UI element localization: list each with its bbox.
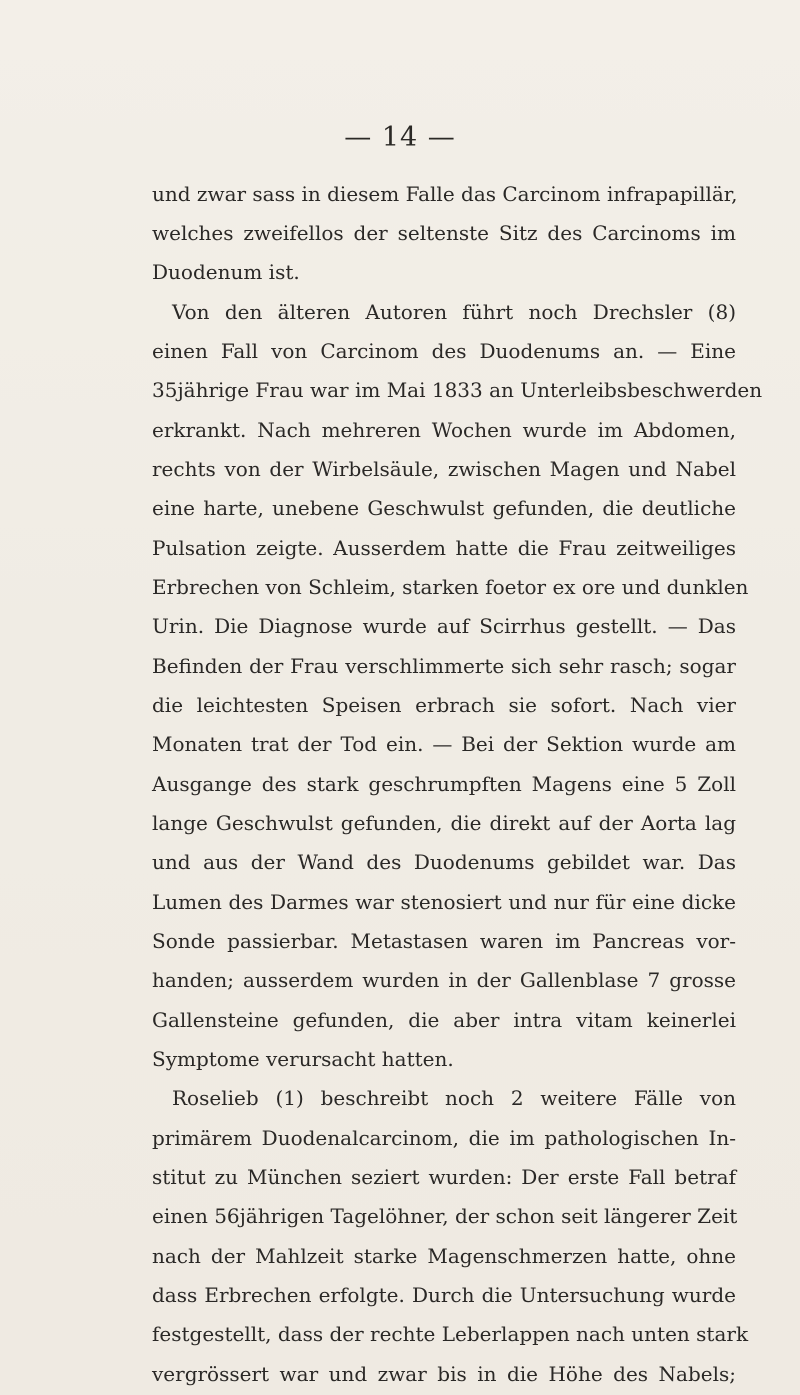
text-line: einen 56jährigen Tagelöhner, der schon seit längerer Zeit (152, 1204, 738, 1228)
text-line: und zwar sass in diesem Falle das Carcinom infrapapillär, (152, 182, 738, 206)
text-line: Pulsation zeigte. Ausserdem hatte die Frau zeitweiliges (152, 536, 736, 560)
text-line: stitut zu München seziert wurden: Der erste Fall betraf (152, 1165, 736, 1189)
text-line: Von den älteren Autoren führt noch Drechsler (8) (172, 300, 736, 324)
text-line: 35jährige Frau war im Mai 1833 an Unterleibsbeschwerden (152, 378, 763, 402)
text-line: nach der Mahlzeit starke Magenschmerzen hatte, ohne (152, 1244, 736, 1268)
text-line: die leichtesten Speisen erbrach sie sofort. Nach vier (152, 693, 736, 717)
text-line: Monaten trat der Tod ein. — Bei der Sektion wurde am (152, 732, 736, 756)
text-line: Gallensteine gefunden, die aber intra vitam keinerlei (152, 1008, 736, 1032)
text-line: Symptome verursacht hatten. (152, 1047, 454, 1071)
text-line: vergrössert war und zwar bis in die Höhe des Nabels; (152, 1362, 736, 1386)
text-line: Urin. Die Diagnose wurde auf Scirrhus gestellt. — Das (152, 614, 736, 638)
text-line: Lumen des Darmes war stenosiert und nur für eine dicke (152, 890, 736, 914)
text-line: eine harte, unebene Geschwulst gefunden, die deutliche (152, 496, 736, 520)
text-line: Duodenum ist. (152, 260, 300, 284)
text-line: lange Geschwulst gefunden, die direkt auf der Aorta lag (152, 811, 736, 835)
text-line: welches zweifellos der seltenste Sitz des Carcinoms im (152, 221, 736, 245)
text-line: Erbrechen von Schleim, starken foetor ex ore und dunklen (152, 575, 749, 599)
page-number-header: — 14 — (344, 122, 456, 153)
text-line: rechts von der Wirbelsäule, zwischen Magen und Nabel (152, 457, 736, 481)
text-line: Ausgange des stark geschrumpften Magens eine 5 Zoll (152, 772, 736, 796)
text-line: handen; ausserdem wurden in der Gallenblase 7 grosse (152, 968, 736, 992)
text-line: erkrankt. Nach mehreren Wochen wurde im Abdomen, (152, 418, 736, 442)
text-line: primärem Duodenalcarcinom, die im pathologischen In- (152, 1126, 736, 1150)
text-line: festgestellt, dass der rechte Leberlappen nach unten stark (152, 1322, 749, 1346)
text-line: Sonde passierbar. Metastasen waren im Pancreas vor- (152, 929, 736, 953)
text-line: dass Erbrechen erfolgte. Durch die Untersuchung wurde (152, 1283, 736, 1307)
text-line: und aus der Wand des Duodenums gebildet war. Das (152, 850, 736, 874)
text-line: Befinden der Frau verschlimmerte sich sehr rasch; sogar (152, 654, 736, 678)
text-line: einen Fall von Carcinom des Duodenums an. — Eine (152, 339, 736, 363)
text-line: Roselieb (1) beschreibt noch 2 weitere Fälle von (172, 1086, 736, 1110)
